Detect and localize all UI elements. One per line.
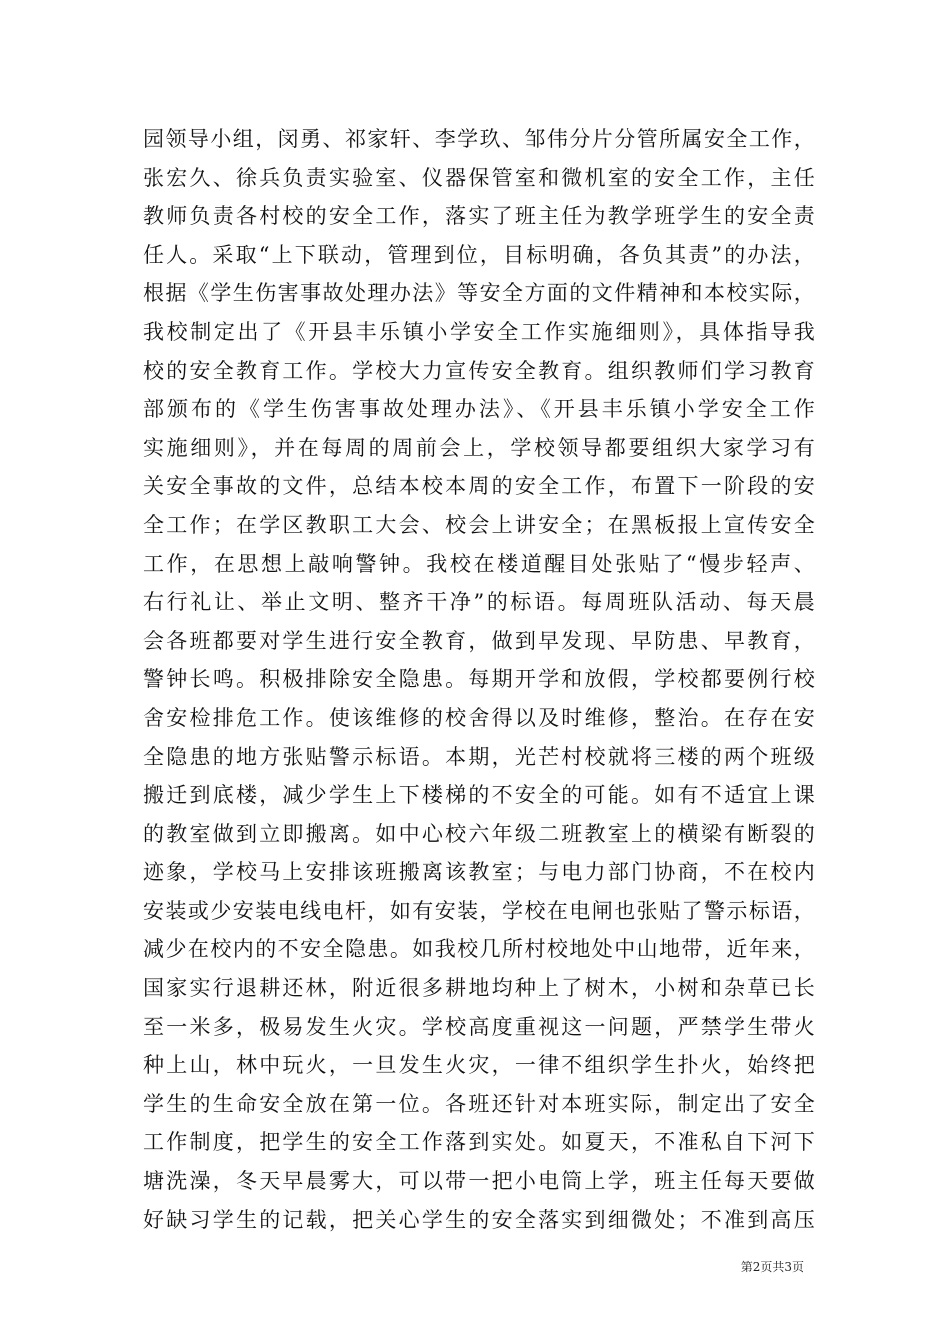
text-line: 全工作；在学区教职工大会、校会上讲安全；在黑板报上宣传安全 — [143, 512, 815, 537]
text-line: 安装或少安装电线电杆，如有安装，学校在电闸也张贴了警示标语， — [143, 898, 815, 923]
text-line: 工作制度，把学生的安全工作落到实处。如夏天，不准私自下河下 — [143, 1130, 815, 1155]
text-line: 园领导小组，闵勇、祁家轩、李学玖、邹伟分片分管所属安全工作， — [143, 127, 815, 151]
text-line: 根据《学生伤害事故处理办法》等安全方面的文件精神和本校实际， — [143, 281, 815, 306]
text-line: 工作，在思想上敲响警钟。我校在楼道醒目处张贴了“慢步轻声、 — [143, 551, 815, 576]
text-line: 右行礼让、举止文明、整齐干净”的标语。每周班队活动、每天晨 — [143, 590, 815, 615]
text-line: 校的安全教育工作。学校大力宣传安全教育。组织教师们学习教育 — [143, 358, 815, 383]
text-line: 会各班都要对学生进行安全教育，做到早发现、早防患、早教育， — [143, 628, 815, 653]
text-line: 的教室做到立即搬离。如中心校六年级二班教室上的横梁有断裂的 — [143, 821, 815, 846]
text-line: 警钟长鸣。积极排除安全隐患。每期开学和放假，学校都要例行校 — [143, 667, 815, 692]
text-line: 塘洗澡，冬天早晨雾大，可以带一把小电筒上学，班主任每天要做 — [143, 1169, 815, 1194]
text-line: 国家实行退耕还林，附近很多耕地均种上了树木，小树和杂草已长 — [143, 976, 815, 1001]
text-line: 部颁布的《学生伤害事故处理办法》、《开县丰乐镇小学安全工作 — [143, 397, 815, 422]
text-line: 好缺习学生的记载，把关心学生的安全落实到细微处；不准到高压 — [143, 1207, 815, 1232]
body-text — [143, 120, 815, 1239]
text-line: 张宏久、徐兵负责实验室、仪器保管室和微机室的安全工作，主任 — [143, 165, 815, 190]
text-line: 教师负责各村校的安全工作，落实了班主任为教学班学生的安全责 — [143, 204, 815, 229]
text-line: 关安全事故的文件，总结本校本周的安全工作，布置下一阶段的安 — [143, 474, 815, 499]
text-line: 全隐患的地方张贴警示标语。本期，光芒村校就将三楼的两个班级 — [143, 744, 815, 769]
text-line: 学生的生命安全放在第一位。各班还针对本班实际，制定出了安全 — [143, 1091, 815, 1116]
text-line: 搬迁到底楼，减少学生上下楼梯的不安全的可能。如有不适宜上课 — [143, 783, 815, 808]
text-line: 我校制定出了《开县丰乐镇小学安全工作实施细则》，具体指导我 — [143, 319, 815, 344]
text-line: 舍安检排危工作。使该维修的校舍得以及时维修，整治。在存在安 — [143, 705, 815, 730]
text-line: 种上山，林中玩火，一旦发生火灾，一律不组织学生扑火，始终把 — [143, 1053, 815, 1078]
text-line: 任人。采取“上下联动，管理到位，目标明确，各负其责”的办法， — [143, 242, 815, 267]
page-number-footer: 第2页共3页 — [740, 1260, 804, 1274]
text-line: 至一米多，极易发生火灾。学校高度重视这一问题，严禁学生带火 — [143, 1014, 815, 1039]
text-line: 迹象，学校马上安排该班搬离该教室；与电力部门协商，不在校内 — [143, 860, 815, 885]
text-line: 实施细则》，并在每周的周前会上，学校领导都要组织大家学习有 — [143, 435, 815, 460]
text-line: 减少在校内的不安全隐患。如我校几所村校地处中山地带，近年来， — [143, 937, 815, 962]
